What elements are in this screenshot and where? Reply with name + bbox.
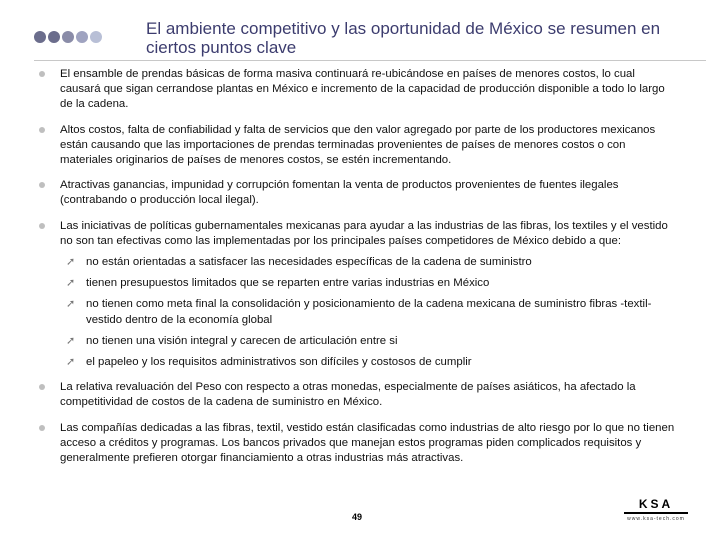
arrow-icon: ➚	[66, 256, 76, 269]
bullet-item	[38, 178, 678, 208]
bullet-text: El ensamble de prendas básicas de forma masiva continuará re-ubicándose en países de menores costos, lo cual causará que sigan cerrandose plantas en México e incremento de la capacidad de producción disponible a todo lo largo de la cadena.	[60, 68, 665, 111]
title-divider	[34, 60, 706, 61]
arrow-icon: ➚	[66, 298, 76, 311]
header-dot	[76, 31, 88, 43]
bullet-list	[38, 67, 678, 476]
bullet-item	[38, 67, 678, 113]
bullet-dot-icon	[38, 178, 60, 208]
bullet-text: La relativa revaluación del Peso con respecto a otras monedas, especialmente de países asiáticos, ha afectado la competitividad de costos de la cadena de suministro en México.	[60, 381, 636, 409]
sub-bullet-text: no tienen una visión integral y carecen de articulación entre si	[86, 334, 398, 347]
bullet-dot-icon	[38, 421, 60, 467]
sub-bullet-item	[60, 276, 678, 291]
header-dot	[48, 31, 60, 43]
bullet-item	[38, 123, 678, 169]
sub-bullet-list	[60, 255, 678, 370]
header-dot	[90, 31, 102, 43]
sub-bullet-item	[60, 334, 678, 349]
bullet-text: Atractivas ganancias, impunidad y corrupción fomentan la venta de productos provenientes de fuentes ilegales (contrabando o producción local ilegal).	[60, 179, 619, 207]
page-number: 49	[352, 512, 363, 522]
header-dot	[62, 31, 74, 43]
ksa-logo	[624, 498, 688, 522]
arrow-icon: ➚	[66, 334, 76, 347]
logo-url: www.ksa-tech.com	[627, 516, 685, 522]
bullet-text: Las iniciativas de políticas gubernamentales mexicanas para ayudar a las industrias de las fibras, los textiles y el vestido no son tan efectivas como las implementadas por los principales países competidores de México debido a que:	[60, 219, 668, 247]
logo-name: KSA	[638, 497, 674, 511]
arrow-icon: ➚	[66, 277, 76, 290]
sub-bullet-text: no tienen como meta final la consolidación y posicionamiento de la cadena mexicana de suministro fibras -textil-vestido dentro de la economía global	[86, 298, 652, 326]
bullet-dot-icon	[38, 123, 60, 169]
sub-bullet-item	[60, 355, 678, 370]
bullet-text: Las compañías dedicadas a las fibras, textil, vestido están clasificadas como industrias de alto riesgo por lo que no tienen acceso a créditos y programas. Los bancos privados que manejan estos programas piden complicados requisitos y generalmente prefieren otorgar financiamiento a otras industrias más atractivas.	[60, 421, 675, 465]
header-dot	[34, 31, 46, 43]
bullet-dot-icon	[38, 380, 60, 410]
bullet-item	[38, 380, 678, 410]
bullet-item	[38, 421, 678, 467]
arrow-icon: ➚	[66, 356, 76, 369]
logo-underline	[624, 512, 688, 514]
bullet-dot-icon	[38, 67, 60, 113]
slide-title: El ambiente competitivo y las oportunidad de México se resumen en ciertos puntos clave	[146, 19, 661, 57]
bullet-dot-icon	[38, 219, 60, 371]
sub-bullet-text: tienen presupuestos limitados que se reparten entre varias industrias en México	[86, 277, 490, 290]
bullet-text: Altos costos, falta de confiabilidad y falta de servicios que den valor agregado por parte de los productores mexicanos están causando que las importaciones de prendas terminadas provenientes de países de menores costos o con materiales originarios de países de menores costos, se estén incrementando.	[60, 123, 656, 167]
header-dots	[34, 31, 102, 43]
sub-bullet-text: no están orientadas a satisfacer las necesidades específicas de la cadena de suministro	[86, 256, 532, 269]
bullet-item	[38, 219, 678, 371]
sub-bullet-item	[60, 255, 678, 270]
sub-bullet-item	[60, 297, 678, 327]
sub-bullet-text: el papeleo y los requisitos administrativos son difíciles y costosos de cumplir	[86, 356, 472, 369]
